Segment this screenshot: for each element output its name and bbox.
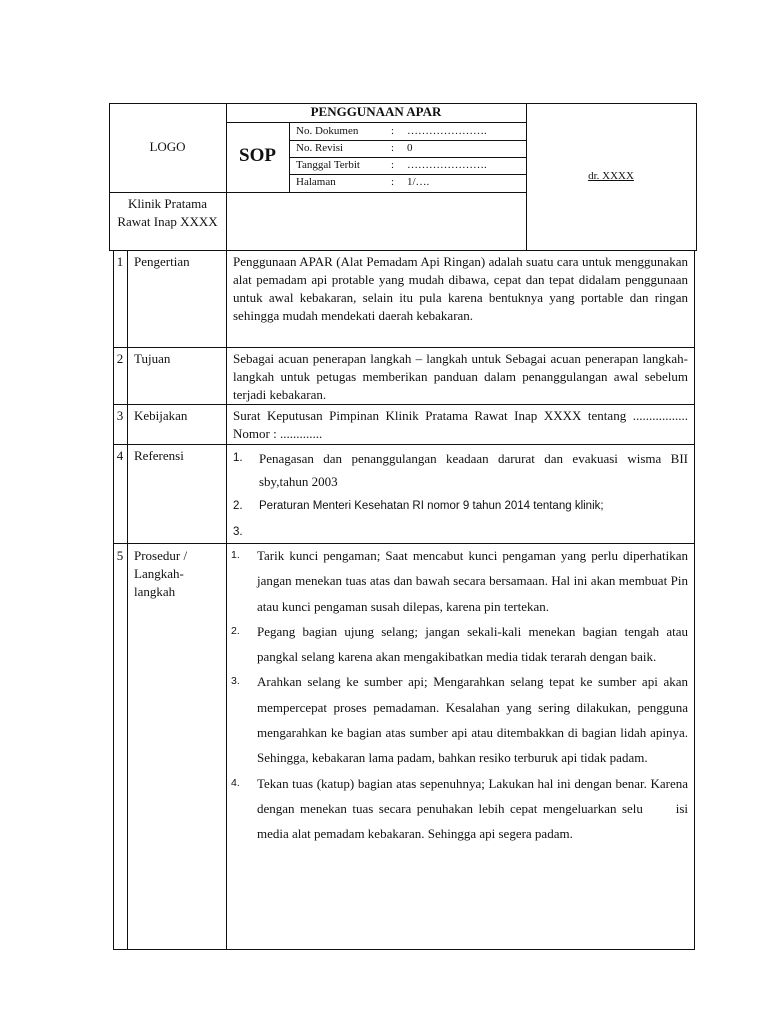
list-item <box>231 669 688 770</box>
list-item-number: 1. <box>233 452 243 464</box>
row-name-tujuan: Tujuan <box>134 351 171 366</box>
meta-label-dokumen: No. Dokumen <box>296 125 359 137</box>
list-item-number: 2. <box>233 500 243 512</box>
row-number: 2 <box>116 351 124 366</box>
list-item <box>231 619 688 670</box>
row-text-kebijakan: Surat Keputusan Pimpinan Klinik Pratama Rawat Inap XXXX tentang ................. Nomor : ............. <box>233 408 688 441</box>
meta-sep-dokumen: : <box>391 125 395 137</box>
list-item-text: Tarik kunci pengaman; Saat mencabut kunci pengaman yang perlu diperhatikan jangan menekan tuas atas dan bawah secara bersamaan. Hal ini akan membuat Pin atau kunci pengaman susah dilepas, karena pin tertekan. <box>257 548 688 614</box>
meta-sep-tanggal: : <box>391 159 395 171</box>
meta-value-revisi: 0 <box>407 142 413 154</box>
list-item-number: 4. <box>231 776 240 789</box>
document-title: PENGGUNAAN APAR <box>310 104 442 119</box>
list-item-text: Penagasan dan penanggulangan keadaan darurat dan evakuasi wisma BII sby,tahun 2003 <box>259 451 688 489</box>
row-name-pengertian: Pengertian <box>134 254 190 269</box>
list-item-text: Tekan tuas (katup) bagian atas sepenuhnya; Lakukan hal ini dengan benar. Karena dengan menekan tuas secara penuhakan lebih cepat mengeluarkan selu isi media alat pemadam kebakaran. Sehingga api segera padam. <box>257 775 692 842</box>
meta-value-halaman: 1/…. <box>407 176 430 188</box>
meta-sep-revisi: : <box>391 142 395 154</box>
logo-placeholder: LOGO <box>149 139 186 154</box>
list-item-text: Peraturan Menteri Kesehatan RI nomor 9 tahun 2014 tentang klinik; <box>259 500 604 512</box>
list-item-number: 2. <box>231 624 240 637</box>
meta-label-revisi: No. Revisi <box>296 142 344 154</box>
row-name-referensi: Referensi <box>134 448 184 463</box>
row-number: 4 <box>116 448 124 463</box>
meta-value-tanggal: …………………. <box>407 159 487 171</box>
sop-label: SOP <box>239 145 276 166</box>
list-item <box>231 771 692 847</box>
meta-label-halaman: Halaman <box>296 176 336 188</box>
row-divider-2 <box>113 404 695 405</box>
logo-divider <box>109 192 226 193</box>
col-divider-number <box>127 250 128 950</box>
row-name-prosedur: Prosedur / Langkah-langkah <box>134 548 188 599</box>
signatory: dr. XXXX <box>588 170 634 182</box>
list-item-number: 1. <box>231 549 240 561</box>
list-item <box>233 447 688 493</box>
row-number: 5 <box>116 548 124 563</box>
row-number: 3 <box>116 408 124 423</box>
list-item <box>231 543 688 619</box>
list-item <box>233 521 688 543</box>
meta-divider-4 <box>226 192 526 193</box>
reference-list <box>233 447 688 543</box>
list-item-number: 3. <box>233 526 243 538</box>
row-text-pengertian: Penggunaan APAR (Alat Pemadam Api Ringan) adalah suatu cara untuk menggunakan alat pemadam api protable yang mudah dibawa, cepat dan tepat didalam penggunaan untuk awal kebakaran, selain itu pula karena bentuknya yang portable dan ringan sehingga mudah mendekati daerah kebakaran. <box>233 254 688 323</box>
col-divider-name <box>226 250 227 950</box>
row-divider-3 <box>113 444 695 445</box>
meta-label-tanggal: Tanggal Terbit <box>296 159 360 171</box>
meta-sep-halaman: : <box>391 176 395 188</box>
row-name-kebijakan: Kebijakan <box>134 408 188 423</box>
clinic-name: Klinik Pratama Rawat Inap XXXX <box>117 196 218 229</box>
title-divider <box>226 122 526 123</box>
row-number: 1 <box>116 254 124 269</box>
row-text-tujuan: Sebagai acuan penerapan langkah – langkah untuk Sebagai acuan penerapan langkah-langkah untuk petugas memberikan panduan dalam penanggulangan awal sebelum terjadi kebakaran. <box>233 351 688 402</box>
procedure-list <box>231 543 692 847</box>
header-divider-left <box>226 103 227 251</box>
list-item <box>233 495 688 517</box>
row-divider-1 <box>113 347 695 348</box>
meta-value-dokumen: …………………. <box>407 125 487 137</box>
list-item-text: Arahkan selang ke sumber api; Mengarahkan selang tepat ke sumber api akan mempercepat proses pemadaman. Kesalahan yang sering dilakukan, pengguna mengarahkan ke bagian atas sumber api atau ditembakkan di bagian lidah apinya. Sehingga, kebakaran lama padam, bahkan resiko terburuk api tidak padam. <box>257 674 688 766</box>
list-item-number: 3. <box>231 675 240 688</box>
list-item-text: Pegang bagian ujung selang; jangan sekali-kali menekan bagian tengah atau pangkal selang karena akan mengakibatkan media tidak terarah dengan baik. <box>257 623 688 665</box>
